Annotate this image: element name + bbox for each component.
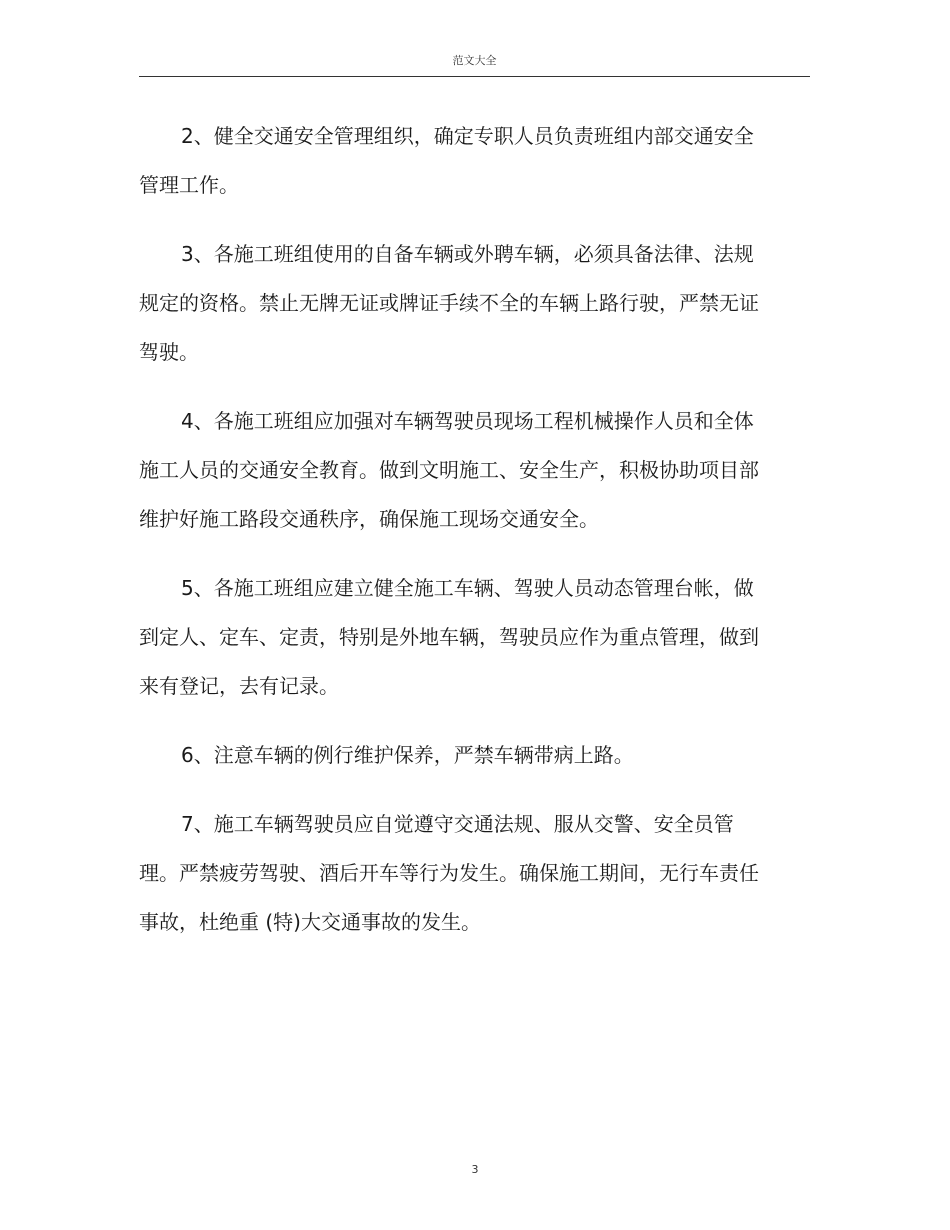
paragraph-item-4: 4、各施工班组应加强对车辆驾驶员现场工程机械操作人员和全体施工人员的交通安全教育。做到文明施工、安全生产，积极协助项目部维护好施工路段交通秩序，确保施工现场交通安全。 <box>139 409 759 531</box>
document-body <box>139 112 769 967</box>
paragraph-item-2: 2、健全交通安全管理组织，确定专职人员负责班组内部交通安全管理工作。 <box>139 124 754 197</box>
paragraph-item-5: 5、各施工班组应建立健全施工车辆、驾驶人员动态管理台帐，做到定人、定车、定责，特别是外地车辆，驾驶员应作为重点管理，做到来有登记，去有记录。 <box>139 576 759 698</box>
paragraph-item-6: 6、注意车辆的例行维护保养，严禁车辆带病上路。 <box>181 743 634 767</box>
paragraph-item-7: 7、施工车辆驾驶员应自觉遵守交通法规、服从交警、安全员管理。严禁疲劳驾驶、酒后开车等行为发生。确保施工期间，无行车责任事故，杜绝重 (特)大交通事故的发生。 <box>139 812 759 934</box>
header-title: 范文大全 <box>452 54 497 67</box>
page-header <box>139 52 810 77</box>
paragraph-item-3: 3、各施工班组使用的自备车辆或外聘车辆，必须具备法律、法规规定的资格。禁止无牌无证或牌证手续不全的车辆上路行驶，严禁无证驾驶。 <box>139 242 759 364</box>
page-number: 3 <box>471 1163 479 1176</box>
